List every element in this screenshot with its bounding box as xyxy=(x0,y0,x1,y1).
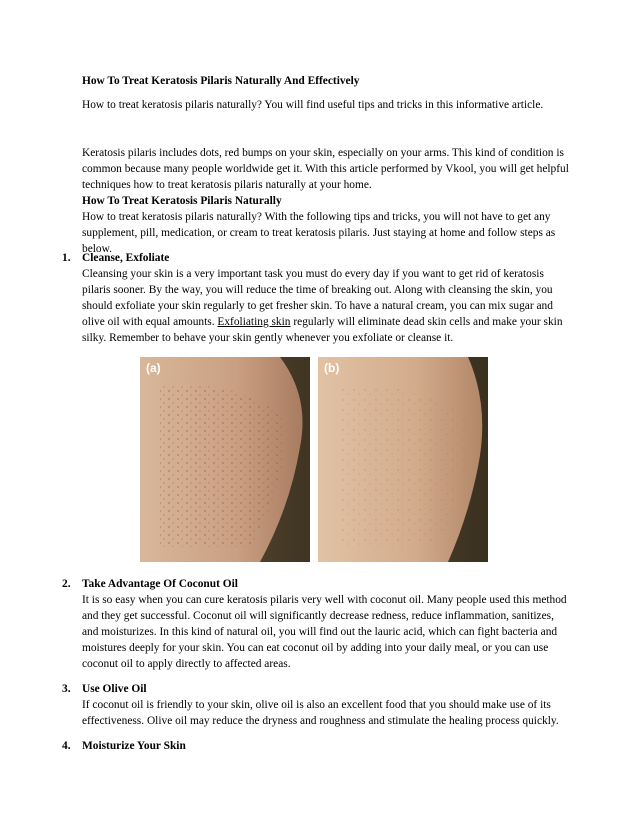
list-heading-4: Moisturize Your Skin xyxy=(82,740,186,752)
arm-photo-a-image xyxy=(140,357,310,562)
list-heading-3: Use Olive Oil xyxy=(82,683,147,695)
list-body-1-text-b: regularly will eliminate dead skin cells and make your skin silky. Remember to behave your skin gently whenever you exfoliate or cleanse it. xyxy=(82,316,563,344)
list-number-2: 2. xyxy=(62,578,71,590)
arm-photo-b xyxy=(318,357,488,562)
list-number-3: 3. xyxy=(62,683,71,695)
list-heading-2: Take Advantage Of Coconut Oil xyxy=(82,578,238,590)
list-body-2: It is so easy when you can cure keratosis pilaris very well with coconut oil. Many people used this method and they get successful. Coconut oil will significantly decrease redness, reduce inflammation, sanitizes, and moisturizes. In this kind of natural oil, you will find out the lauric acid, which can fight bacteria and moistures deeply for your skin. You can eat coconut oil by adding into your daily meal, or you can use coconut oil to apply directly to affected areas. xyxy=(82,594,567,670)
body-paragraph-1: Keratosis pilaris includes dots, red bumps on your skin, especially on your arms. This kind of condition is common because many people worldwide get it. With this article performed by Vkool, you will get helpful techniques how to treat keratosis pilaris naturally at your home. xyxy=(82,147,569,191)
arm-photo-b-image xyxy=(318,357,488,562)
exfoliating-skin-link[interactable]: Exfoliating skin xyxy=(217,316,291,328)
body-paragraph-2: How to treat keratosis pilaris naturally? With the following tips and tricks, you will not have to get any supplement, pill, medication, or cream to treat keratosis pilaris. Just staying at home and follow steps as below. xyxy=(82,211,556,255)
arm-photo-a xyxy=(140,357,310,562)
list-body-3: If coconut oil is friendly to your skin, olive oil is also an excellent food that you should make use of its effectiveness. Olive oil may reduce the dryness and roughness and stimulate the healing process quickly. xyxy=(82,699,559,727)
photo-label-a: (a) xyxy=(146,361,161,375)
list-number-4: 4. xyxy=(62,740,71,752)
list-body-1 xyxy=(82,266,572,346)
list-body-1-text-a: Cleansing your skin is a very important task you must do every day if you want to get rid of keratosis pilaris sooner. By the way, you will reduce the time of breaking out. Along with cleansing the skin, you should exfoliate your skin regularly to get fresher skin. To have a natural cream, you can mix sugar and olive oil with equal amounts. xyxy=(82,268,553,328)
list-heading-1: Cleanse, Exfoliate xyxy=(82,252,170,264)
list-number-1: 1. xyxy=(62,252,71,264)
photo-label-b: (b) xyxy=(324,361,340,375)
intro-paragraph: How to treat keratosis pilaris naturally? You will find useful tips and tricks in this informative article. xyxy=(82,99,544,111)
section-subheading: How To Treat Keratosis Pilaris Naturally xyxy=(82,195,282,207)
document-title: How To Treat Keratosis Pilaris Naturally And Effectively xyxy=(82,75,360,87)
